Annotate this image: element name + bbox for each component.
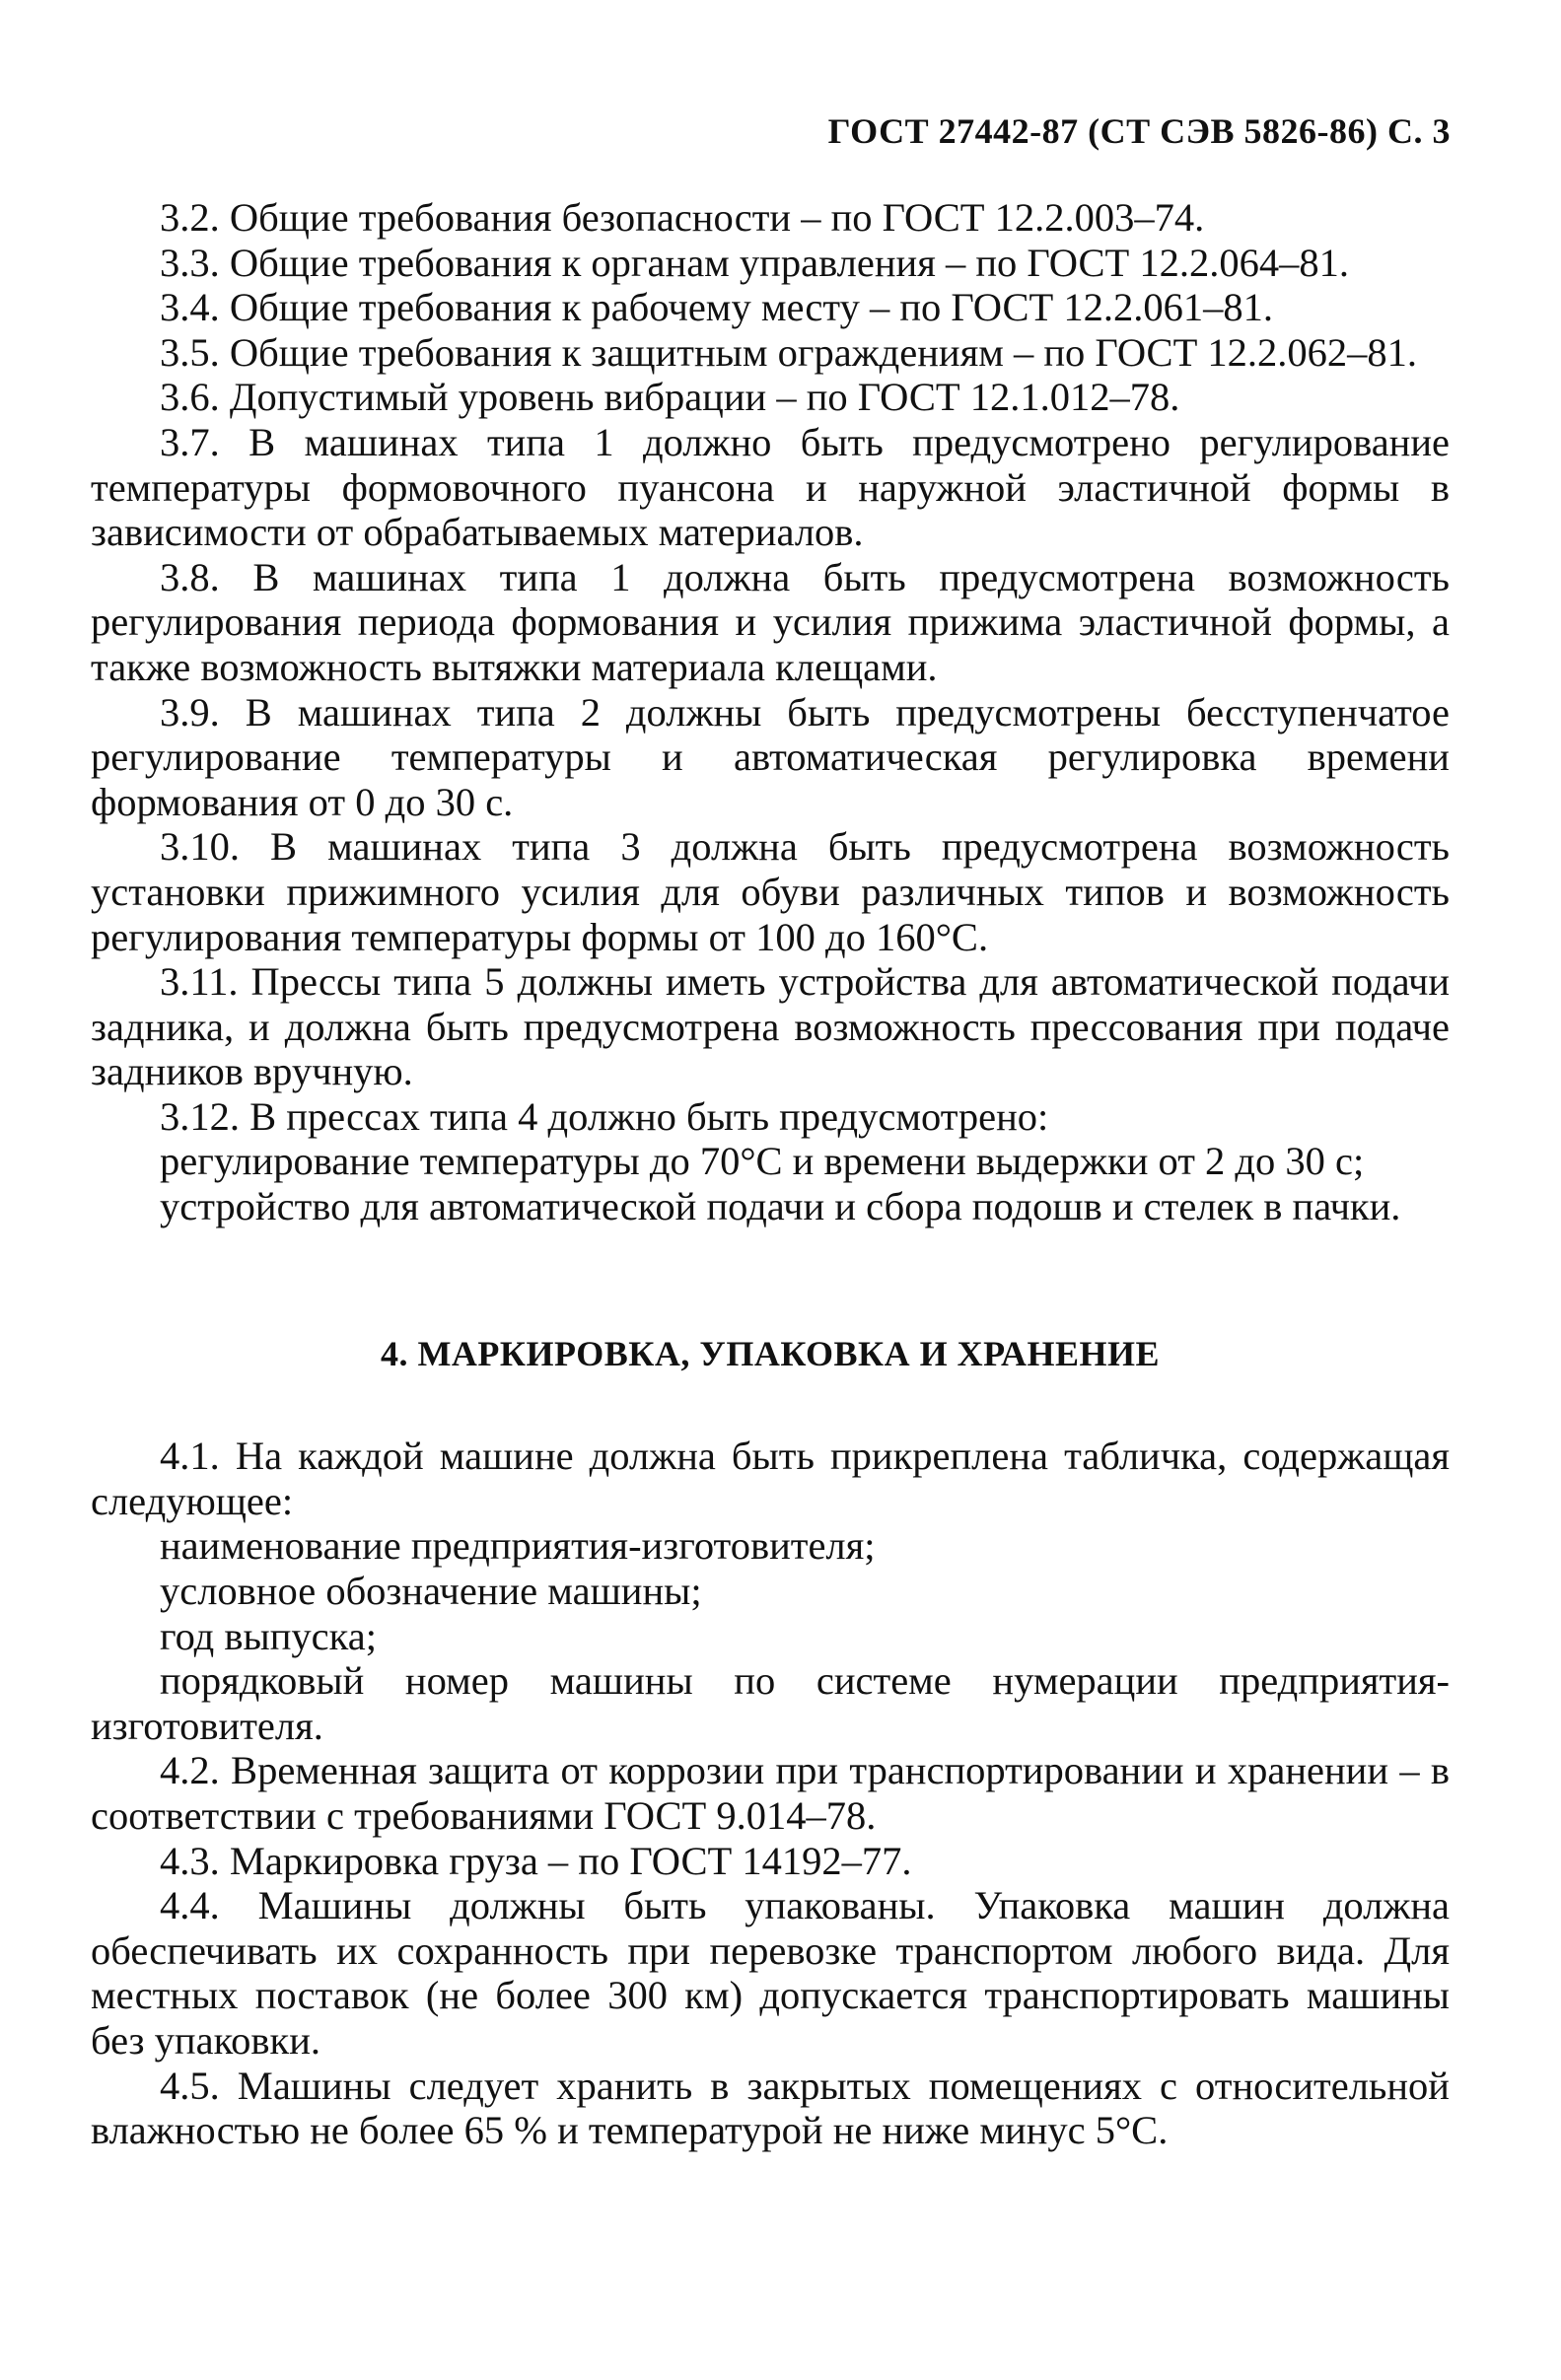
clause-4-3: 4.3. Маркировка груза – по ГОСТ 14192–77. [160, 1838, 912, 1883]
clause-4-5: 4.5. Машины следует хранить в закрытых помещениях с относительной влажностью не более 65 % и температурой не ниже минус 5°С. [91, 2063, 1450, 2153]
clause-3-4: 3.4. Общие требования к рабочему месту – по ГОСТ 12.2.061–81. [160, 285, 1274, 330]
clause-4-1-item-4: порядковый номер машины по системе нумерации предприятия-изготовителя. [91, 1658, 1450, 1748]
clause-3-12: 3.12. В прессах типа 4 должно быть предусмотрено: [160, 1093, 1049, 1139]
clause-3-3: 3.3. Общие требования к органам управления – по ГОСТ 12.2.064–81. [160, 240, 1350, 285]
document-body [91, 195, 1450, 2153]
clause-3-6: 3.6. Допустимый уровень вибрации – по ГОСТ 12.1.012–78. [160, 375, 1180, 420]
running-header: ГОСТ 27442-87 (СТ СЭВ 5826-86) С. 3 [827, 111, 1451, 151]
clause-3-7: 3.7. В машинах типа 1 должно быть предусмотрено регулирование температуры формовочного пуансона и наружной эластичной формы в зависимости от обрабатываемых материалов. [91, 419, 1450, 555]
clause-4-1-item-2: условное обозначение машины; [160, 1569, 702, 1614]
clause-4-1-item-1: наименование предприятия-изготовителя; [160, 1523, 876, 1569]
clause-4-2: 4.2. Временная защита от коррозии при транспортировании и хранении – в соответствии с требованиями ГОСТ 9.014–78. [91, 1748, 1450, 1838]
clause-3-5: 3.5. Общие требования к защитным ограждениям – по ГОСТ 12.2.062–81. [160, 329, 1418, 375]
clause-3-11: 3.11. Прессы типа 5 должны иметь устройства для автоматической подачи задника, и должна быть предусмотрена возможность прессования при подаче задников вручную. [91, 959, 1450, 1094]
section-4-title: 4. МАРКИРОВКА, УПАКОВКА И ХРАНЕНИЕ [380, 1333, 1161, 1373]
clause-3-2: 3.2. Общие требования безопасности – по ГОСТ 12.2.003–74. [160, 195, 1205, 240]
clause-4-1: 4.1. На каждой машине должна быть прикреплена табличка, содержащая следующее: [91, 1434, 1450, 1523]
clause-3-12-item-1: регулирование температуры до 70°С и времени выдержки от 2 до 30 с; [160, 1139, 1365, 1184]
clause-3-10: 3.10. В машинах типа 3 должна быть предусмотрена возможность установки прижимного усилия для обуви различных типов и возможность регулирования температуры формы от 100 до 160°С. [91, 824, 1450, 959]
clause-3-12-item-2: устройство для автоматической подачи и сбора подошв и стелек в пачки. [160, 1184, 1401, 1229]
clause-4-1-item-3: год выпуска; [160, 1613, 377, 1658]
clause-3-8: 3.8. В машинах типа 1 должна быть предусмотрена возможность регулирования периода формования и усилия прижима эластичной формы, а также возможность вытяжки материала клещами. [91, 554, 1450, 689]
clause-3-9: 3.9. В машинах типа 2 должны быть предусмотрены бесступенчатое регулирование температуры и автоматическая регулировка времени формования от 0 до 30 с. [91, 689, 1450, 824]
clause-4-4: 4.4. Машины должны быть упакованы. Упаковка машин должна обеспечивать их сохранность при перевозке транспортом любого вида. Для местных поставок (не более 300 км) допускается транспортировать машины без упаковки. [91, 1883, 1450, 2063]
